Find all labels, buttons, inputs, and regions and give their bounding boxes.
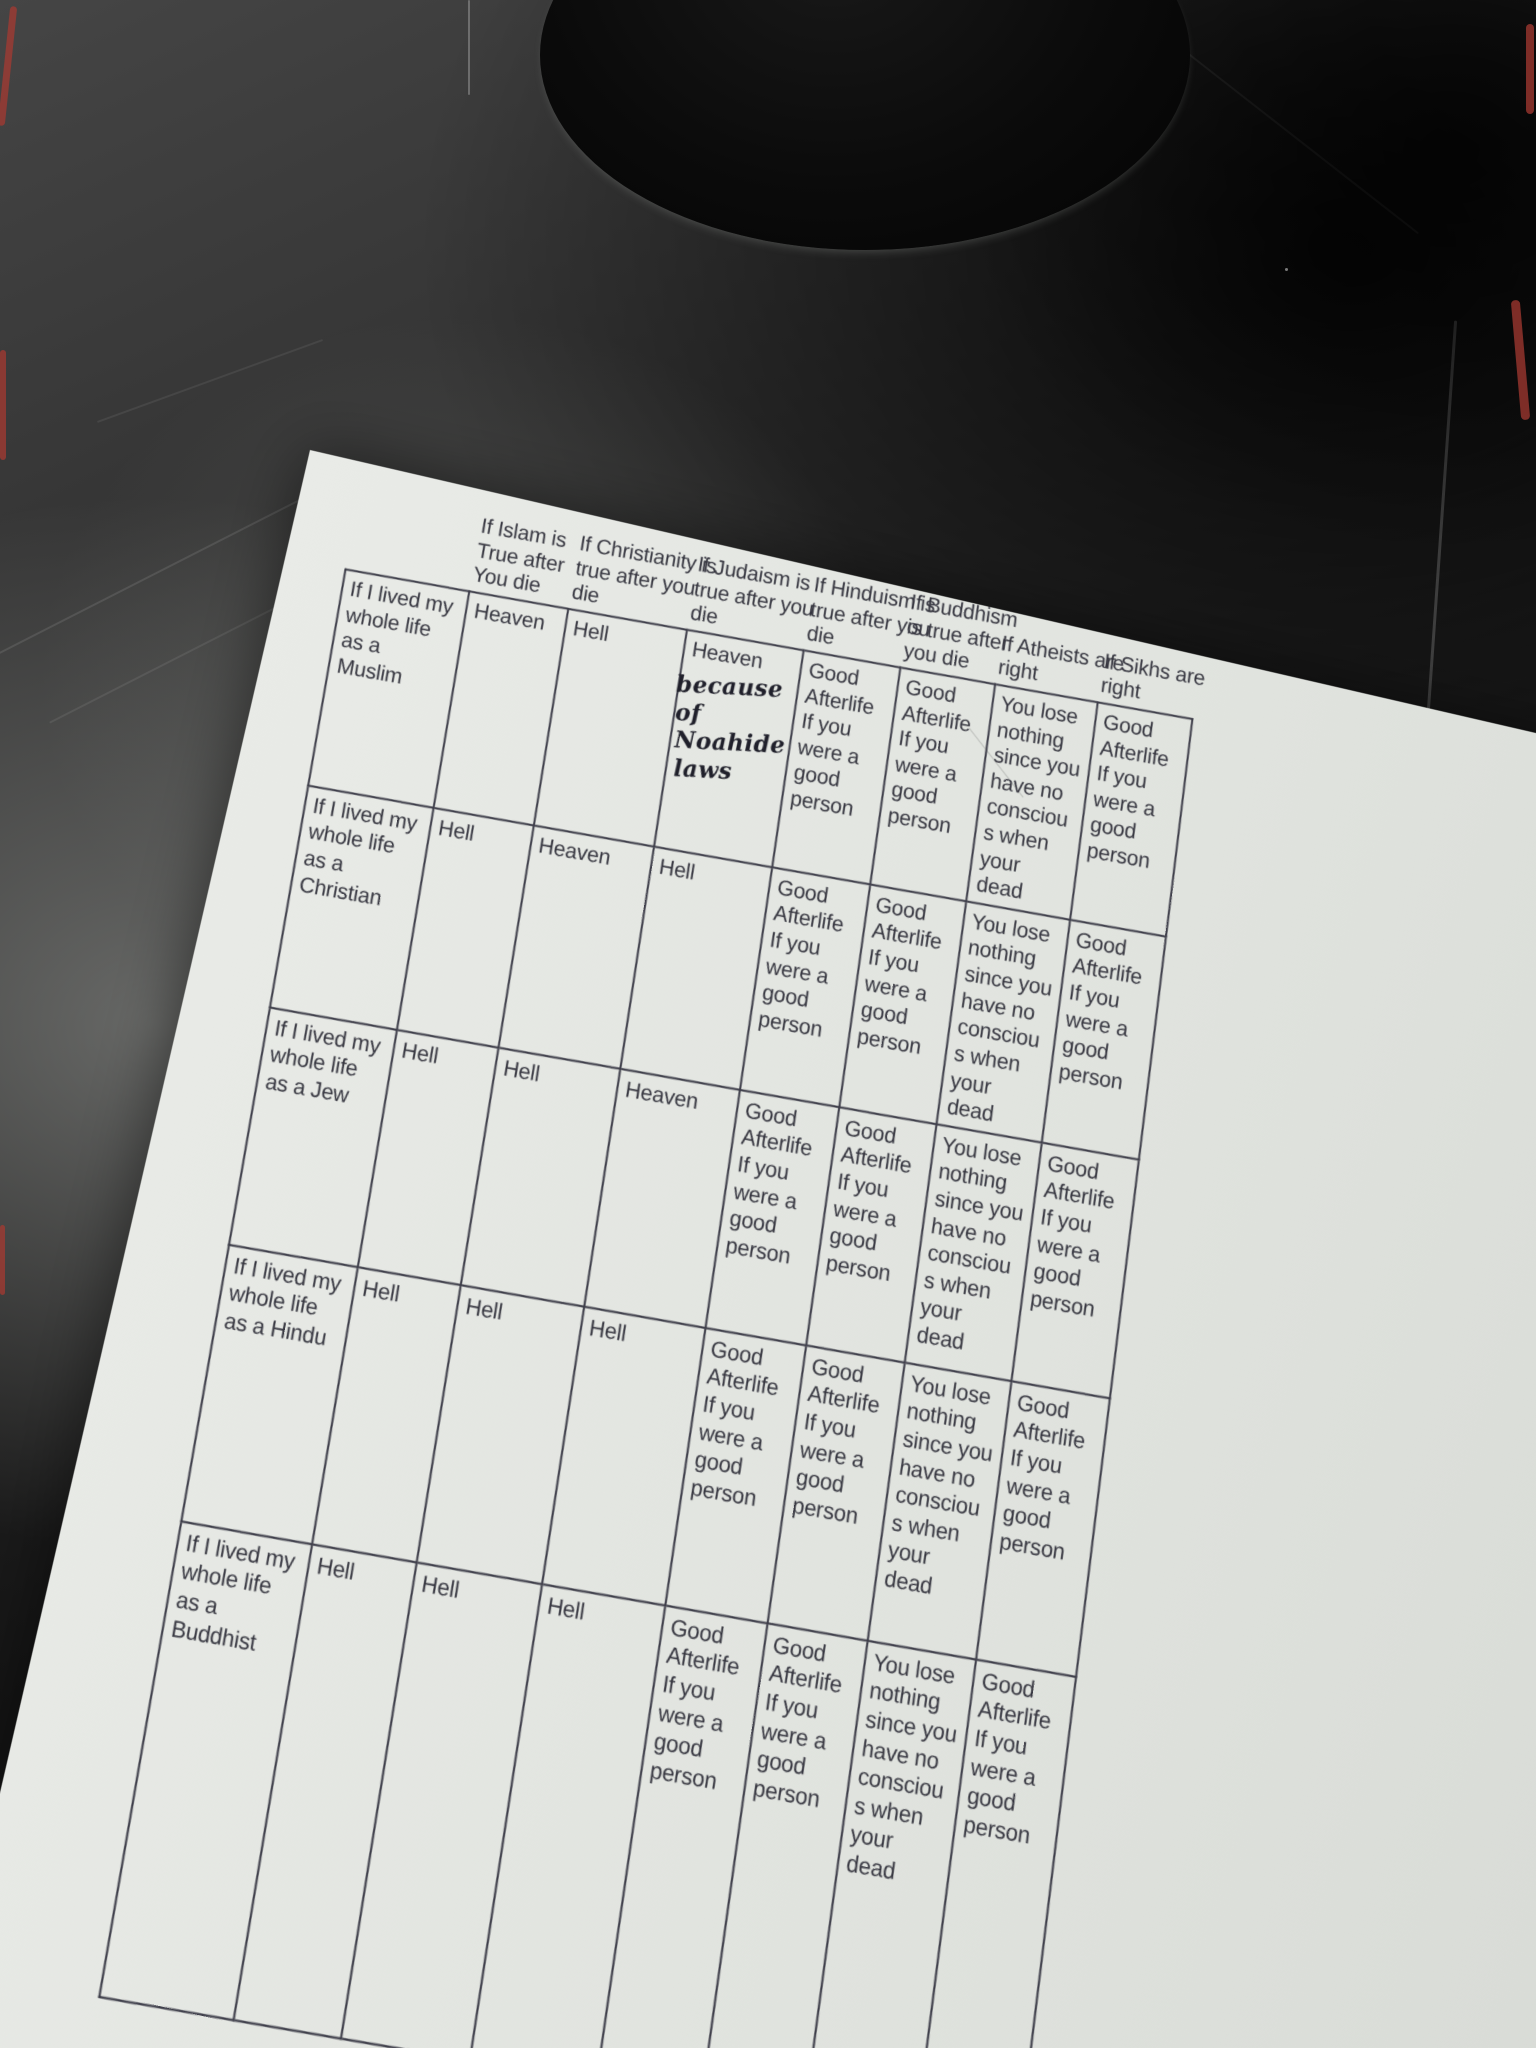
table-cell: Hell xyxy=(534,609,687,847)
table-cell: You lose nothing since you have no consciou s when your dead xyxy=(937,901,1071,1142)
table-cell: You lose nothing since you have no consciou s when your dead xyxy=(966,684,1098,919)
table-cell: Heaven xyxy=(584,1069,740,1328)
table-cell: Hell xyxy=(341,1562,542,2048)
red-edge-mark xyxy=(1526,24,1534,114)
cell-text: Heaven xyxy=(690,638,765,674)
table-cell: Hell xyxy=(461,1047,621,1306)
table-cell: You lose nothing since you have no consciou s when your dead xyxy=(804,1640,976,2048)
table-cell: Good Afterlife If you were a good person xyxy=(839,884,966,1124)
paper-sheet xyxy=(0,450,1536,2048)
table-cell: Hell xyxy=(417,1285,585,1584)
column-header-christianity: If Christianity is true after you die xyxy=(570,532,719,609)
comparison-grid xyxy=(98,568,1193,2048)
table-cell: Good Afterlife If you were a good person xyxy=(772,650,900,884)
row-label: If I lived my whole life as a Muslim xyxy=(308,569,469,807)
table-cell: Good Afterlife If you were a good person xyxy=(768,1345,905,1640)
column-header-judaism: If Judaism is true after you die xyxy=(688,553,816,630)
table-cell: Good Afterlife If you were a good person xyxy=(740,867,870,1107)
row-label: If I lived my whole life as a Buddhist xyxy=(99,1521,312,2019)
red-edge-mark xyxy=(0,1225,5,1295)
table-cell: Good Afterlife If you were a good person xyxy=(915,1659,1076,2048)
table-cell: Good Afterlife If you were a good person xyxy=(1070,702,1192,936)
scratch-mark xyxy=(468,0,470,95)
table-cell: Hell xyxy=(470,1584,666,2048)
column-header-islam: If Islam is True after You die xyxy=(471,514,569,598)
table-cell: Hell xyxy=(397,808,534,1048)
table-cell: Good Afterlife If you were a good person xyxy=(976,1381,1110,1677)
row-label: If I lived my whole life as a Jew xyxy=(229,1007,397,1267)
table-cell: Hell xyxy=(542,1306,705,1605)
table-cell: Good Afterlife If you were a good person xyxy=(1011,1142,1138,1398)
table-cell: Good Afterlife If you were a good person xyxy=(1042,920,1166,1160)
scratch-mark xyxy=(97,339,323,423)
afterlife-table xyxy=(98,474,1324,2048)
table-cell: Hell xyxy=(234,1544,417,2038)
table-cell: Good Afterlife If you were a good person xyxy=(701,1623,867,2048)
red-edge-mark xyxy=(0,350,6,460)
table-cell: Good Afterlife If you were a good person xyxy=(665,1328,806,1623)
table-cell: Hell xyxy=(620,846,772,1089)
table-cell: Good Afterlife If you were a good person xyxy=(596,1605,767,2048)
column-header-atheists: If Atheists are right xyxy=(996,631,1126,686)
column-header-hinduism: If Hinduism is true after you die xyxy=(805,573,937,650)
table-cell: Heaven xyxy=(434,591,569,825)
column-header-sikhs: If Sikhs are right xyxy=(1099,649,1207,704)
red-edge-mark xyxy=(0,6,17,126)
table-cell: Hell xyxy=(358,1030,499,1285)
table-cell: Good Afterlife If you were a good person xyxy=(806,1107,936,1362)
row-label: If I lived my whole life as a Hindu xyxy=(181,1245,358,1544)
table-cell: You lose nothing since you have no consciou s when your dead xyxy=(868,1362,1012,1659)
table-cell: Heaven xyxy=(499,825,655,1068)
table-cell: You lose nothing since you have no consciou s when your dead xyxy=(905,1124,1042,1381)
handwritten-annotation: because of Noahide laws xyxy=(673,669,786,785)
table-cell: Hell xyxy=(312,1267,461,1562)
table-cell: Good Afterlife If you were a good person xyxy=(870,667,995,901)
table-cell: Good Afterlife If you were a good person xyxy=(706,1090,840,1346)
row-label: If I lived my whole life as a Christian xyxy=(270,786,434,1030)
column-header-buddhism: If Buddhism is true after you die xyxy=(902,590,1019,674)
